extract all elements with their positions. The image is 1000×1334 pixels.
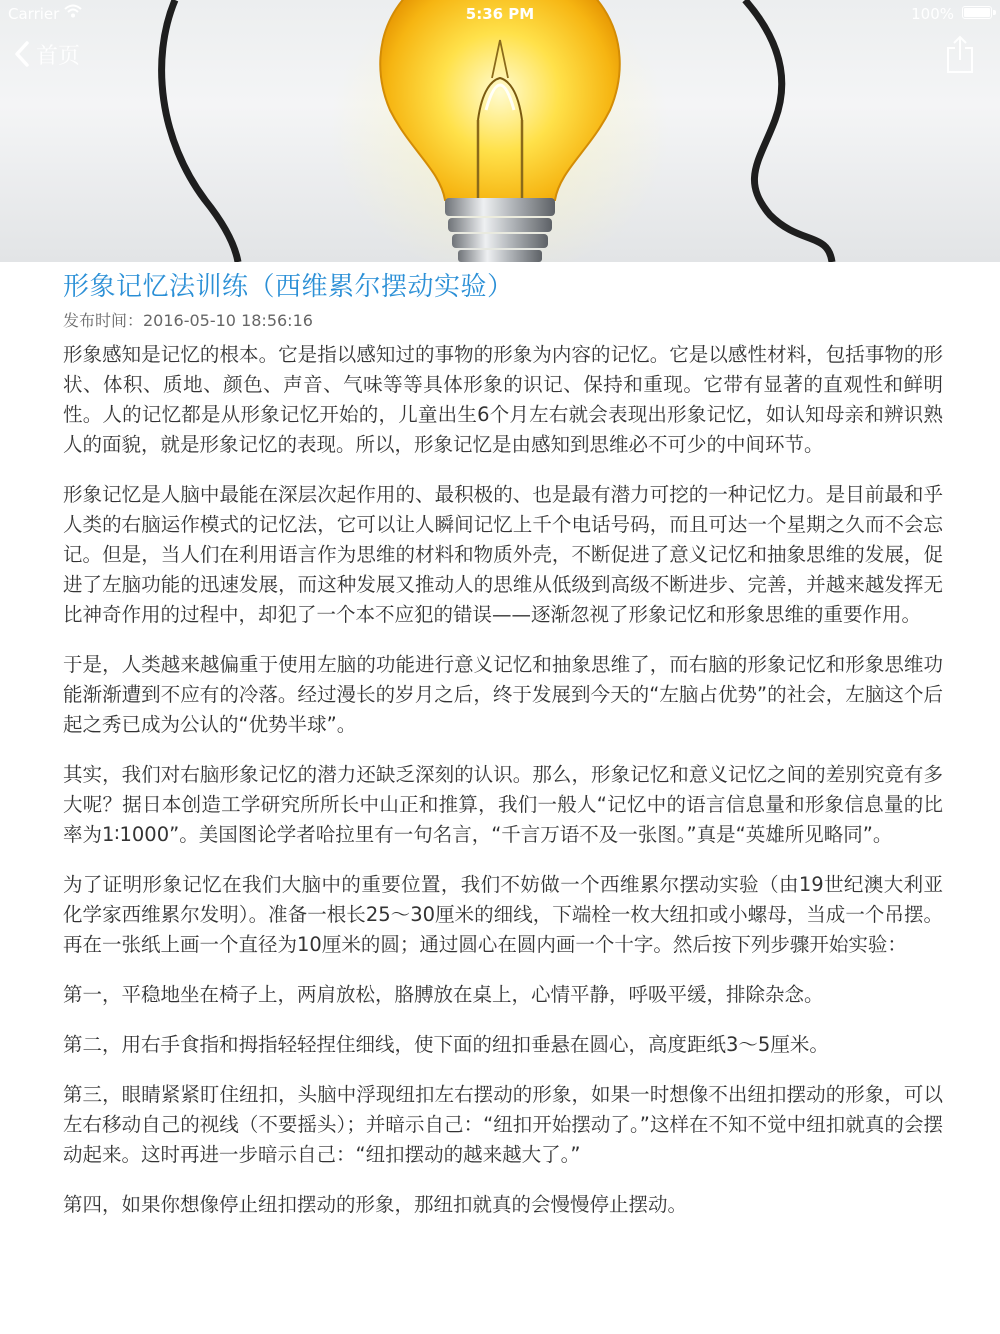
status-bar [0,0,1000,28]
paragraph: 第一，平稳地坐在椅子上，两肩放松，胳膊放在桌上，心情平静，呼吸平缓，排除杂念。 [63,983,824,1006]
clock: 5:36 PM [465,5,535,23]
paragraph: 于是，人类越来越偏重于使用左脑的功能进行意义记忆和抽象思维了，而右脑的形象记忆和形象思维功能渐渐遭到不应有的冷落。经过漫长的岁月之后，终于发展到今天的“左脑占优势”的社会，左脑这个后起之秀已成为公认的“优势半球”。 [63,653,943,736]
paragraph: 第三，眼睛紧紧盯住纽扣，头脑中浮现纽扣左右摆动的形象，如果一时想像不出纽扣摆动的形象，可以左右移动自己的视线（不要摇头）；并暗示自己：“纽扣开始摆动了。”这样在不知不觉中纽扣就真的会摆动起来。这时再进一步暗示自己：“纽扣摆动的越来越大了。” [63,1083,943,1166]
battery-percent: 100% [911,5,954,23]
carrier-label: Carrier [8,5,60,23]
article-title: 形象记忆法训练（西维累尔摆动实验） [63,272,514,302]
battery-icon [962,6,992,19]
article [63,268,943,1240]
paragraph: 第四，如果你想像停止纽扣摆动的形象，那纽扣就真的会慢慢停止摆动。 [63,1193,688,1216]
chevron-left-icon [14,40,30,68]
share-icon [946,34,974,74]
back-button[interactable] [14,36,80,72]
paragraph: 形象感知是记忆的根本。它是指以感知过的事物的形象为内容的记忆。它是以感性材料，包括事物的形状、体积、质地、颜色、声音、气味等等具体形象的识记、保持和重现。它带有显著的直观性和鲜明性。人的记忆都是从形象记忆开始的，儿童出生6个月左右就会表现出形象记忆，如认知母亲和辨识熟人的面貌，就是形象记忆的表现。所以，形象记忆是由感知到思维必不可少的中间环节。 [63,343,943,456]
paragraph: 其实，我们对右脑形象记忆的潜力还缺乏深刻的认识。那么，形象记忆和意义记忆之间的差别究竟有多大呢？据日本创造工学研究所所长中山正和推算，我们一般人“记忆中的语言信息量和形象信息量的比率为1∶1000”。美国图论学者哈拉里有一句名言，“千言万语不及一张图。”真是“英雄所见略同”。 [63,763,943,846]
paragraph: 形象记忆是人脑中最能在深层次起作用的、最积极的、也是最有潜力可挖的一种记忆力。是目前最和乎人类的右脑运作模式的记忆法，它可以让人瞬间记忆上千个电话号码，而且可达一个星期之久而不会忘记。但是，当人们在利用语言作为思维的材料和物质外壳，不断促进了意义记忆和抽象思维的发展，促进了左脑功能的迅速发展，而这种发展又推动人的思维从低级到高级不断进步、完善，并越来越发挥无比神奇作用的过程中，却犯了一个本不应犯的错误——逐渐忽视了形象记忆和形象思维的重要作用。 [63,483,943,626]
share-button[interactable] [946,34,974,74]
header-image [0,0,1000,262]
navigation-bar [0,28,1000,80]
paragraph: 为了证明形象记忆在我们大脑中的重要位置，我们不妨做一个西维累尔摆动实验（由19世纪澳大利亚化学家西维累尔发明）。准备一根长25～30厘米的细线，下端栓一枚大纽扣或小螺母，当成一个吊摆。再在一张纸上画一个直径为10厘米的圆；通过圆心在圆内画一个十字。然后按下列步骤开始实验： [63,873,943,956]
article-body [63,340,943,1220]
publish-time: 发布时间：2016-05-10 18:56:16 [63,311,313,330]
paragraph: 第二，用右手食指和拇指轻轻捏住细线，使下面的纽扣垂悬在圆心，高度距纸3～5厘米。 [63,1033,829,1056]
back-button-label: 首页 [36,43,81,69]
